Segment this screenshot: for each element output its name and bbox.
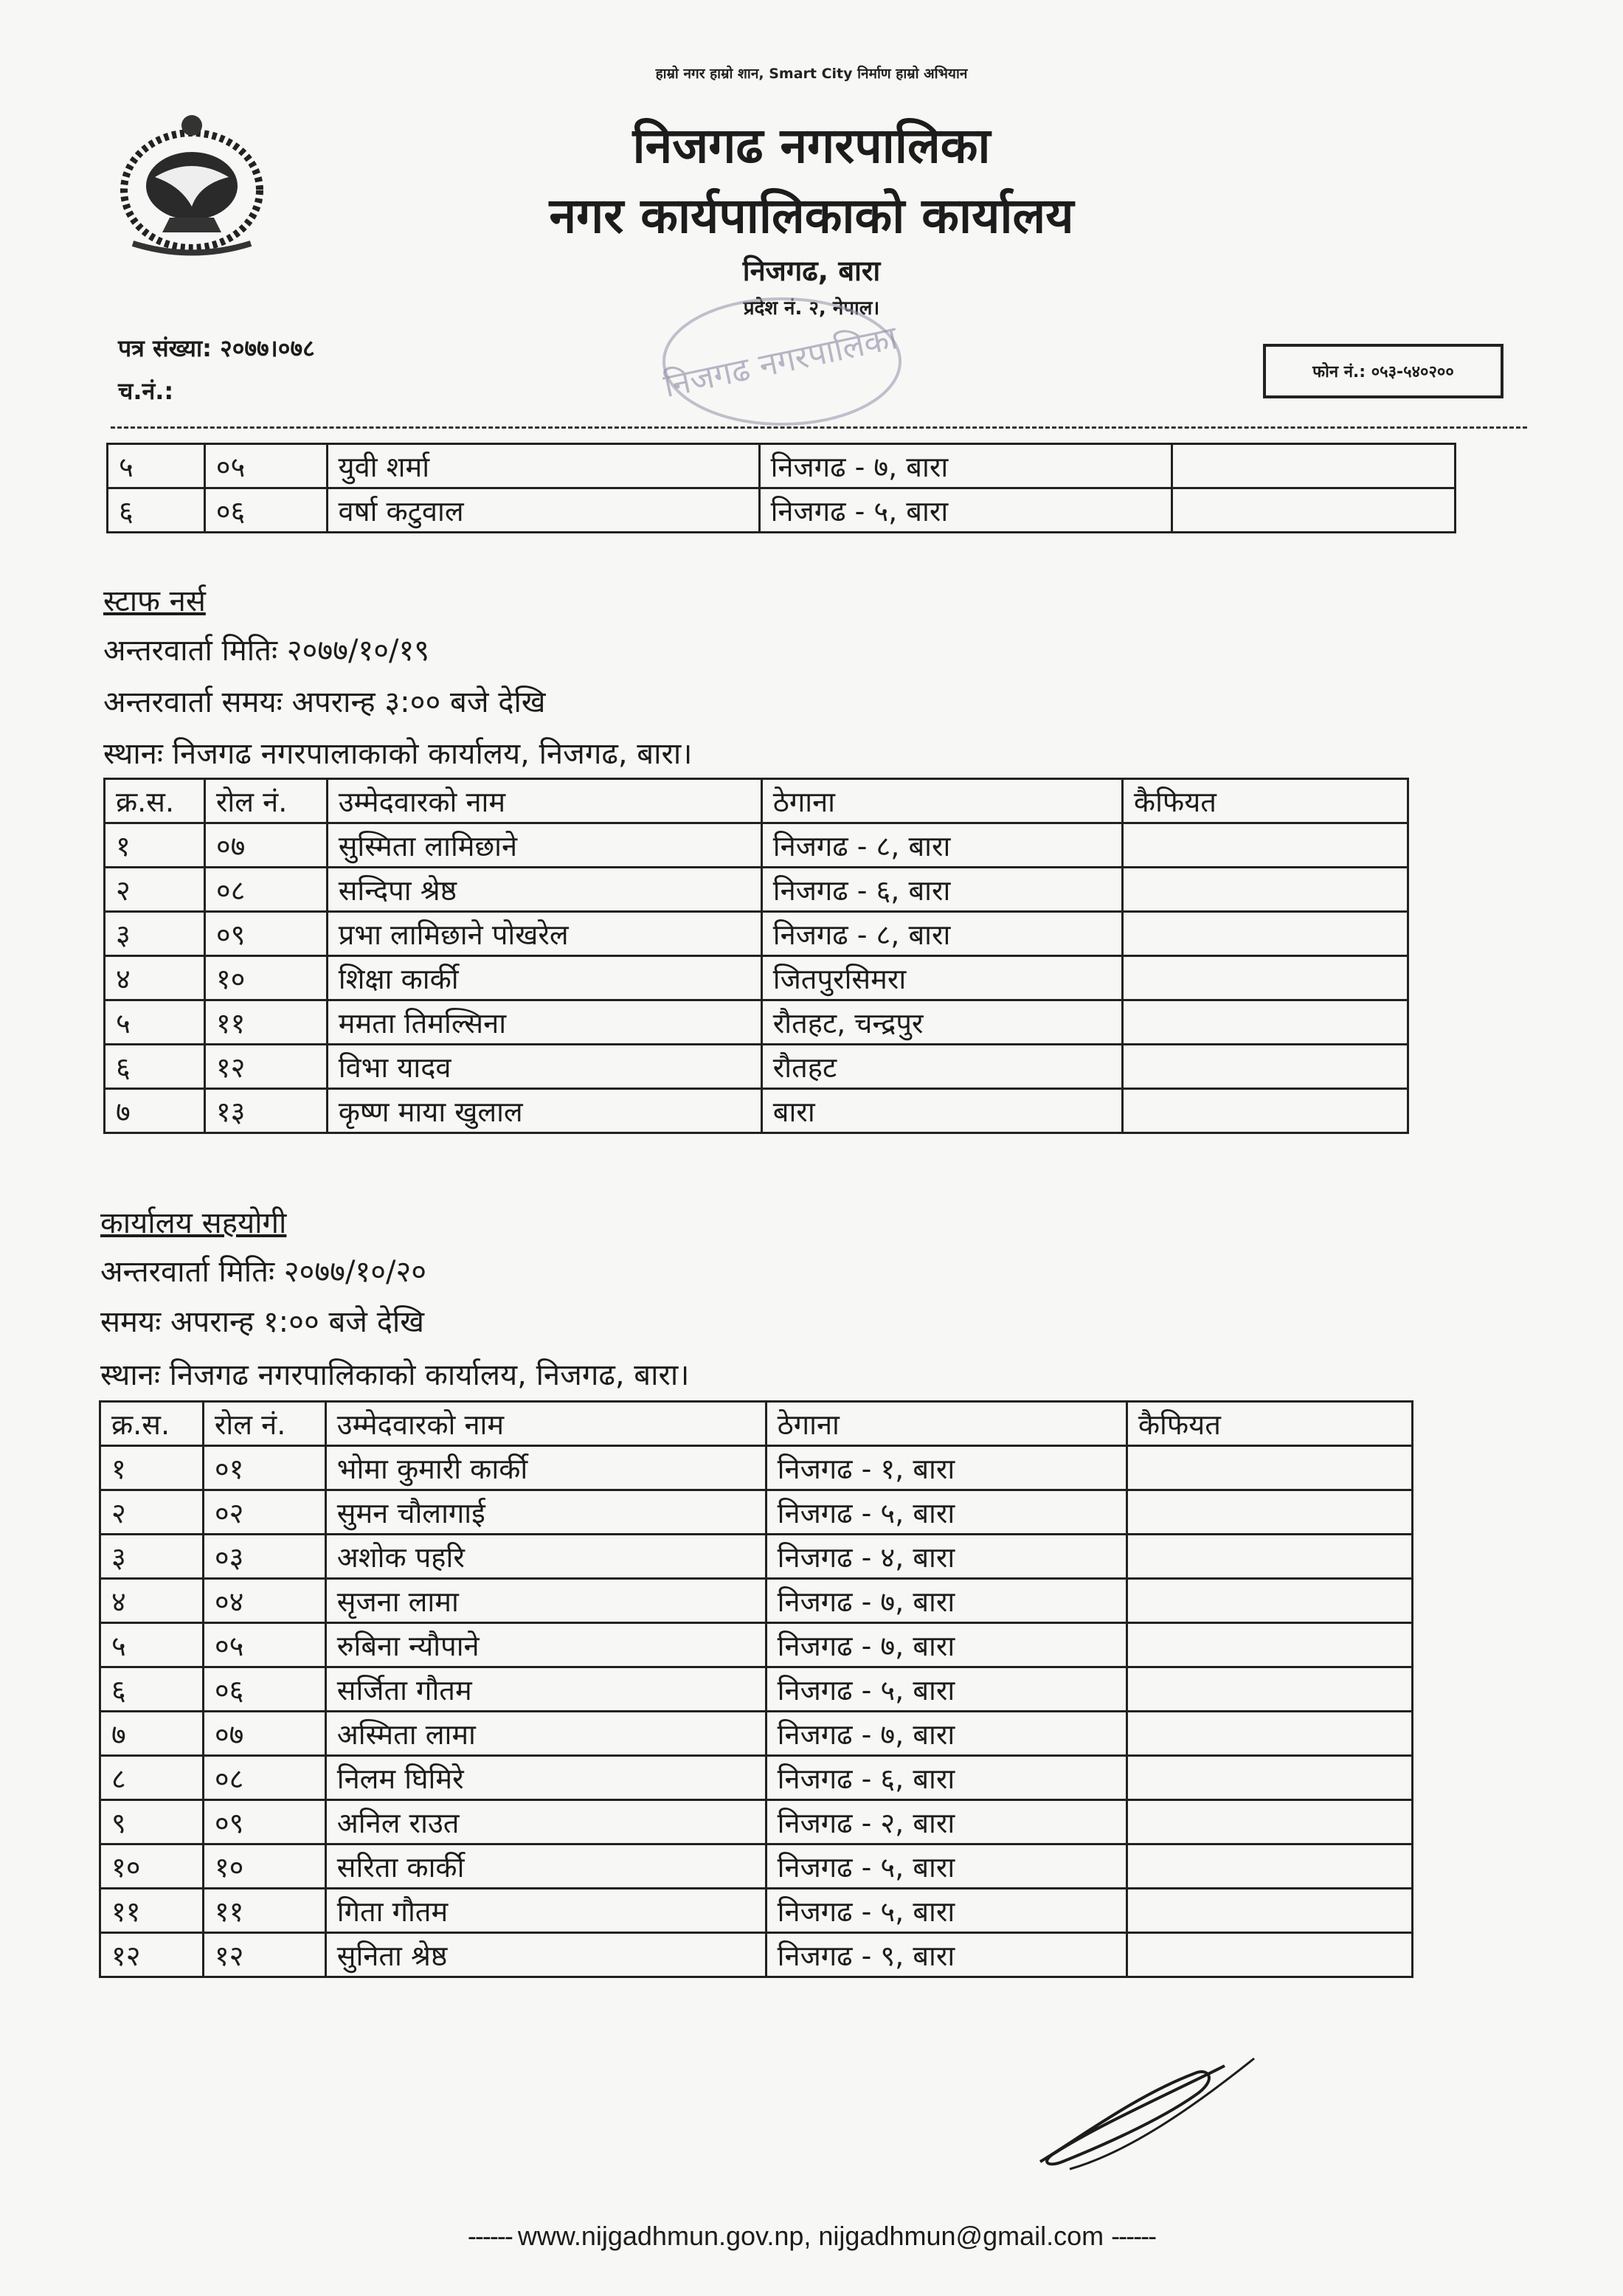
table-row [100,1667,1413,1712]
table-cell [1127,1446,1412,1490]
table-row [100,1712,1413,1756]
column-header: ठेगाना [766,1402,1127,1446]
table-cell: युवी शर्मा [327,444,759,488]
table-cell: ४ [100,1579,204,1623]
table-cell: ०४ [203,1579,325,1623]
office-stamp [649,295,915,435]
table-cell [1127,1535,1412,1579]
table-cell: रौतहट, चन्द्रपुर [761,1000,1122,1045]
table-cell: ०६ [203,1667,325,1712]
header-divider [111,426,1527,429]
letter-number: पत्र संख्या: २०७७।०७८ [118,334,315,362]
table-cell: निजगढ - ९, बारा [766,1933,1127,1977]
column-header: क्र.स. [105,779,205,823]
table-row [100,1756,1413,1800]
table-cell: ममता तिमल्सिना [327,1000,761,1045]
table-cell: भोमा कुमारी कार्की [325,1446,766,1490]
table-cell: जितपुरसिमरा [761,956,1122,1000]
table-cell: सुस्मिता लामिछाने [327,823,761,868]
table-cell: अनिल राउत [325,1800,766,1844]
table-row [105,1089,1408,1133]
column-header: उम्मेदवारको नाम [327,779,761,823]
table-cell: ०९ [203,1800,325,1844]
table-row [108,444,1456,488]
phone-number: फोन नं.: ०५३-५४०२०० [1312,363,1454,381]
table-cell: सन्दिपा श्रेष्ठ [327,868,761,912]
table-cell: ५ [100,1623,204,1667]
table-row [100,1623,1413,1667]
table-cell [1127,1490,1412,1535]
table-cell: ०५ [204,444,327,488]
table-cell: निजगढ - ५, बारा [759,488,1172,533]
footer-contact [413,2221,1210,2252]
office-assistant-table [99,1400,1413,1978]
address-line-2: प्रदेश नं. २, नेपाल। [743,297,880,319]
table-cell: वर्षा कटुवाल [327,488,759,533]
table-cell: १३ [204,1089,327,1133]
table-cell: ३ [100,1535,204,1579]
table-row [105,823,1408,868]
column-header: रोल नं. [203,1402,325,1446]
table-cell: रौतहट [761,1045,1122,1089]
office-interview-time: समयः अपरान्ह १:०० बजे देखि [100,1305,425,1339]
table-cell: शिक्षा कार्की [327,956,761,1000]
table-cell: निलम घिमिरे [325,1756,766,1800]
table-cell: ५ [105,1000,205,1045]
table-cell: २ [100,1490,204,1535]
phone-number-box [1263,344,1503,398]
table-cell: ११ [100,1889,204,1933]
column-header: ठेगाना [761,779,1122,823]
table-cell: ६ [100,1667,204,1712]
table-cell: ०६ [204,488,327,533]
table-cell: निजगढ - ७, बारा [766,1712,1127,1756]
nurse-interview-place: स्थानः निजगढ नगरपालाकाको कार्यालय, निजगढ, बारा। [103,737,693,771]
table-cell: कृष्ण माया खुलाल [327,1089,761,1133]
table-cell: निजगढ - २, बारा [766,1800,1127,1844]
table-cell: निजगढ - ७, बारा [766,1623,1127,1667]
table-row [105,912,1408,956]
table-row [100,1579,1413,1623]
table-cell [1122,1000,1408,1045]
table-cell [1127,1579,1412,1623]
table-cell [1122,956,1408,1000]
table-row [100,1844,1413,1889]
signature [1018,2051,1284,2184]
table-cell: ३ [105,912,205,956]
table-row [100,1889,1413,1933]
table-cell: अशोक पहरि [325,1535,766,1579]
footer-text: www.nijgadhmun.gov.np, nijgadhmun@gmail.com [517,2221,1104,2251]
table-cell: निजगढ - ५, बारा [766,1490,1127,1535]
table-cell: निजगढ - ७, बारा [766,1579,1127,1623]
table-row [100,1535,1413,1579]
svg-text:निजगढ नगरपालिका: निजगढ नगरपालिका [660,319,901,406]
table-cell [1127,1800,1412,1844]
table-cell: ११ [204,1000,327,1045]
column-header: कैफियत [1127,1402,1412,1446]
nurse-interview-date: अन्तरवार्ता मितिः २०७७/१०/१९ [103,634,430,668]
office-title: नगर कार्यपालिकाको कार्यालय [549,187,1074,244]
table-cell: निजगढ - ८, बारा [761,823,1122,868]
table-cell: ०९ [204,912,327,956]
address-line-1: निजगढ, बारा [742,255,881,287]
table-row [100,1933,1413,1977]
table-row [105,956,1408,1000]
table-cell: ०३ [203,1535,325,1579]
table-cell: ६ [105,1045,205,1089]
column-header: उम्मेदवारको नाम [325,1402,766,1446]
section-heading-staff-nurse: स्टाफ नर्स [103,584,206,618]
table-cell: निजगढ - ६, बारा [766,1756,1127,1800]
table-cell: ७ [105,1089,205,1133]
table-cell: १२ [100,1933,204,1977]
footer-dash-left: ------ [467,2221,518,2251]
staff-nurse-table [103,778,1409,1134]
table-cell: निजगढ - ५, बारा [766,1667,1127,1712]
dispatch-number: च.नं.: [118,377,174,405]
office-interview-place: स्थानः निजगढ नगरपालिकाको कार्यालय, निजगढ, बारा। [100,1358,690,1392]
nurse-interview-time: अन्तरवार्ता समयः अपरान्ह ३:०० बजे देखि [103,685,546,719]
table-cell [1122,823,1408,868]
table-cell: ०१ [203,1446,325,1490]
table-cell [1122,1089,1408,1133]
table-cell: निजगढ - १, बारा [766,1446,1127,1490]
table-cell: विभा यादव [327,1045,761,1089]
table-cell: सर्जिता गौतम [325,1667,766,1712]
table-cell: ०८ [204,868,327,912]
table-cell [1127,1623,1412,1667]
table-cell: ७ [100,1712,204,1756]
column-header: क्र.स. [100,1402,204,1446]
table-cell: ०२ [203,1490,325,1535]
nepal-emblem-icon [103,103,288,266]
table-cell: ८ [100,1756,204,1800]
table-cell [1122,868,1408,912]
table-cell: १ [105,823,205,868]
table-cell: निजगढ - ५, बारा [766,1889,1127,1933]
table-cell: निजगढ - ४, बारा [766,1535,1127,1579]
table-cell: २ [105,868,205,912]
section-heading-office-assistant: कार्यालय सहयोगी [100,1206,287,1240]
footer-dash-right: ------ [1111,2221,1156,2251]
column-header: कैफियत [1122,779,1408,823]
table-cell: निजगढ - ५, बारा [766,1844,1127,1889]
table-cell: ५ [108,444,205,488]
table-cell: सुनिता श्रेष्ठ [325,1933,766,1977]
table-cell [1127,1712,1412,1756]
column-header: रोल नं. [204,779,327,823]
table-cell: १० [204,956,327,1000]
table-cell [1127,1667,1412,1712]
table-cell: ११ [203,1889,325,1933]
table-cell: ०७ [204,823,327,868]
previous-candidates-table [106,443,1456,533]
table-cell: निजगढ - ७, बारा [759,444,1172,488]
table-cell: ९ [100,1800,204,1844]
table-row [105,868,1408,912]
table-cell: सरिता कार्की [325,1844,766,1889]
table-cell [1172,488,1455,533]
table-row [108,488,1456,533]
table-cell: १२ [203,1933,325,1977]
table-row [100,1490,1413,1535]
table-row [105,1000,1408,1045]
table-cell [1127,1756,1412,1800]
header-slogan: हाम्रो नगर हाम्रो शान, Smart City निर्माण हाम्रो अभियान [655,66,968,82]
table-cell: अस्मिता लामा [325,1712,766,1756]
table-cell: १२ [204,1045,327,1089]
table-cell: १० [203,1844,325,1889]
table-cell: ०५ [203,1623,325,1667]
table-cell: ०८ [203,1756,325,1800]
table-cell: निजगढ - ८, बारा [761,912,1122,956]
table-cell [1122,1045,1408,1089]
table-row [100,1800,1413,1844]
table-cell [1127,1889,1412,1933]
table-row [100,1446,1413,1490]
table-cell: प्रभा लामिछाने पोखरेल [327,912,761,956]
table-cell: गिता गौतम [325,1889,766,1933]
table-cell: ०७ [203,1712,325,1756]
table-cell: ४ [105,956,205,1000]
table-cell: १ [100,1446,204,1490]
table-row [105,1045,1408,1089]
municipality-title: निजगढ नगरपालिका [632,117,991,174]
table-cell: सृजना लामा [325,1579,766,1623]
table-cell [1127,1844,1412,1889]
table-cell: रुबिना न्यौपाने [325,1623,766,1667]
table-cell: सुमन चौलागाई [325,1490,766,1535]
table-cell [1127,1933,1412,1977]
table-cell: बारा [761,1089,1122,1133]
table-cell: ६ [108,488,205,533]
table-cell: १० [100,1844,204,1889]
table-cell: निजगढ - ६, बारा [761,868,1122,912]
table-cell [1122,912,1408,956]
table-cell [1172,444,1455,488]
office-interview-date: अन्तरवार्ता मितिः २०७७/१०/२० [100,1255,427,1289]
